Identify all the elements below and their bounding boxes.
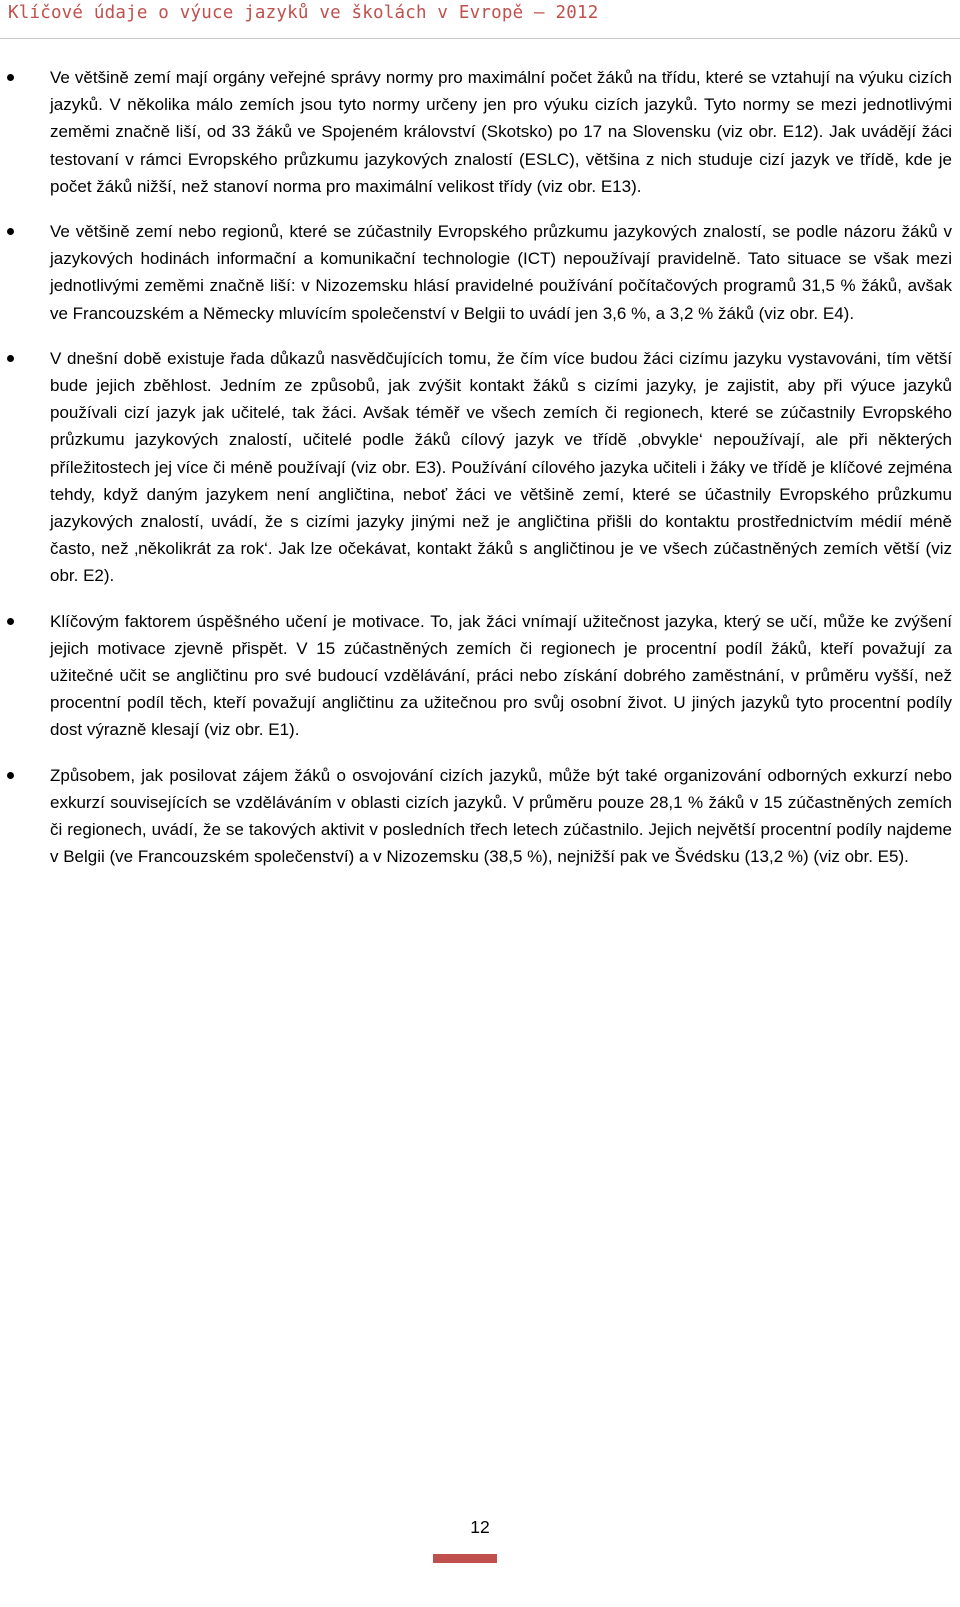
list-item: [0, 762, 960, 871]
bullet-icon: [7, 618, 14, 625]
running-header-title: Klíčové údaje o výuce jazyků ve školách v Evropě – 2012: [8, 3, 599, 23]
header-divider: [0, 38, 960, 39]
list-item: [0, 218, 960, 327]
list-item-text: Způsobem, jak posilovat zájem žáků o osvojování cizích jazyků, může být také organizování odborných exkurzí nebo exkurzí souvisejících se vzděláváním v oblasti cizích jazyků. V průměru pouze 28,1 % žáků v 15 zúčastněných zemích či regionech, uvádí, že se takových aktivit v posledních třech letech zúčastnilo. Jejich největší procentní podíly najdeme v Belgii (ve Francouzském společenství) a v Nizozemsku (38,5 %), nejnižší pak ve Švédsku (13,2 %) (viz obr. E5).: [50, 765, 952, 867]
bullet-icon: [7, 74, 14, 81]
page-number: 12: [470, 1517, 490, 1537]
list-item: [0, 64, 960, 200]
list-item-text: Ve většině zemí nebo regionů, které se zúčastnily Evropského průzkumu jazykových znalostí, se podle názoru žáků v jazykových hodinách informační a komunikační technologie (ICT) nepoužívají pravidelně. Tato situace se však mezi jednotlivými zeměmi značně liší: v Nizozemsku hlásí pravidelné používání počítačových programů 31,5 % žáků, avšak ve Francouzském a Německy mluvícím společenství v Belgii to uvádí jen 3,6 %, a 3,2 % žáků (viz obr. E4).: [50, 222, 952, 323]
list-item: [0, 345, 960, 590]
list-item-text: Klíčovým faktorem úspěšného učení je motivace. To, jak žáci vnímají užitečnost jazyka, který se učí, může ke zvýšení jejich motivace zjevně přispět. V 15 zúčastněných zemích či regionech je procentní podíl žáků, kteří považují za užitečné učit se angličtinu pro své budoucí vzdělávání, práci nebo získání dobrého zaměstnání, v průměru vyšší, než procentní podíl těch, kteří považují angličtinu za užitečnou pro svůj osobní život. U jiných jazyků tyto procentní podíly dost výrazně klesají (viz obr. E1).: [50, 611, 952, 740]
list-item-text: V dnešní době existuje řada důkazů nasvědčujících tomu, že čím více budou žáci cizímu jazyku vystavováni, tím větší bude jejich zběhlost. Jedním ze způsobů, jak zvýšit kontakt žáků s cizími jazyky, je zajistit, aby při výuce jazyků používali cizí jazyk jak učitelé, tak žáci. Avšak téměř ve všech zemích či regionech, které se zúčastnily Evropského průzkumu jazykových znalostí, učitelé podle žáků cílový jazyk ve třídě ‚obvykle‘ nepoužívají, ale při některých příležitostech jej více či méně používají (viz obr. E3). Používání cílového jazyka učiteli i žáky ve třídě je klíčové zejména tehdy, když daným jazykem není angličtina, neboť žáci ve většině zemí, které se účastnily Evropského průzkumu jazykových znalostí, uvádí, že s cizími jazyky jinými než je angličtina přišli do kontaktu prostřednictvím médií méně často, než ‚několikrát za rok‘. Jak lze očekávat, kontakt žáků s angličtinou je ve všech zúčastněných zemích větší (viz obr. E2).: [50, 348, 952, 586]
bullet-icon: [7, 355, 14, 362]
key-findings-list: [0, 64, 960, 888]
list-item: [0, 608, 960, 744]
list-item-text: Ve většině zemí mají orgány veřejné správy normy pro maximální počet žáků na třídu, které se vztahují na výuku cizích jazyků. V několika málo zemích jsou tyto normy určeny jen pro výuku cizích jazyků. Tyto normy se mezi jednotlivými zeměmi značně liší, od 33 žáků ve Spojeném království (Skotsko) po 17 na Slovensku (viz obr. E12). Jak uvádějí žáci testovaní v rámci Evropského průzkumu jazykových znalostí (ESLC), většina z nich studuje cizí jazyk ve třídě, kde je počet žáků nižší, než stanoví norma pro maximální velikost třídy (viz obr. E13).: [50, 68, 952, 196]
bullet-icon: [7, 772, 14, 779]
bullet-icon: [7, 228, 14, 235]
page-number-accent-bar: [433, 1554, 497, 1563]
